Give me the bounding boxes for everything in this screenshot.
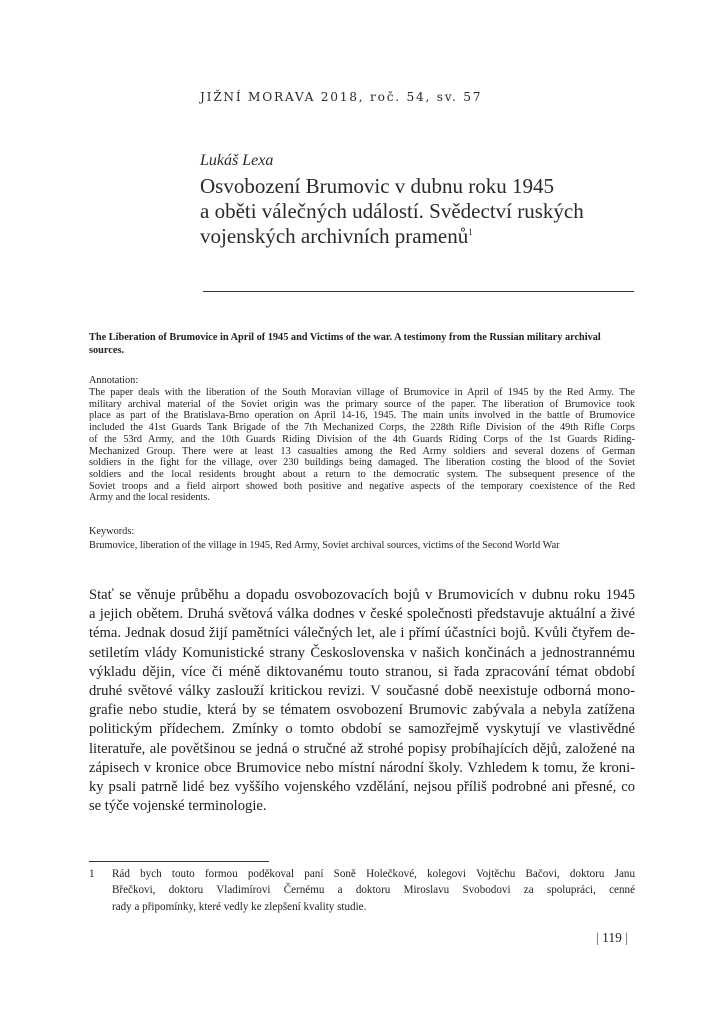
annotation-text: [89, 387, 635, 504]
annotation-label: Annotation:: [89, 375, 139, 386]
footnote: [89, 866, 635, 915]
page-number: [596, 930, 628, 946]
footnote-divider: [89, 861, 269, 862]
body-line: literatuře, ale povětšinou se jedná o stručné až strohé popisy probíhajících dějů, založené na: [89, 740, 635, 757]
body-line: se týče vojenské terminologie.: [89, 798, 267, 815]
body-line: zápisech v kronice obce Brumovice nebo místní národní školy. Vzhledem k tomu, že kroni-: [89, 759, 635, 776]
english-title: The Liberation of Brumovice in April of 1945 and Victims of the war. A testimony from the Russian military archival sources.: [89, 332, 601, 356]
annotation-line: place as part of the Bratislava-Brno operation on April 14-16, 1945. The main units involved in the battle of Brumovice: [89, 410, 635, 422]
body-line: téma. Jednak dosud žijí pamětníci válečných let, ale i přímí účastníci bojů. Kvůli čtyřem de-: [89, 625, 635, 642]
footnote-line: Břečkovi, doktoru Vladimírovi Černému a doktoru Miroslavu Svobodovi za spolupráci, cenné: [112, 884, 635, 897]
body-line: a jejich obětem. Druhá světová válka dodnes v české společnosti představuje aktuální a živé: [89, 606, 635, 623]
annotation-line: soldiers in the fight for the village, over 230 buildings being damaged. The liberation costing the blood of the Soviet: [89, 457, 635, 469]
body-line: ky psali patrně lidé bez vyššího vojenského vzdělání, nejsou příliš podrobné ani přesné, co: [89, 779, 635, 796]
annotation-line: military archival material of the Soviet origin was the primary source of the paper. The liberation of Brumovice took: [89, 398, 635, 410]
keywords-label: Keywords:: [89, 526, 135, 537]
body-line: grafie nebo studie, která by se tématem osvobození Brumovic zabývala a nebyla zatížena: [89, 702, 635, 719]
annotation-line: of the 53rd Army, and the 10th Guards Riding Division of the 4th Guards Riding Corps of the 1st Guards Riding-: [89, 433, 635, 445]
annotation-line: Army and the local residents.: [89, 492, 210, 504]
author-name: Lukáš Lexa: [200, 152, 274, 169]
footnote-line: Rád bych touto formou poděkoval paní Soně Holečkové, kolegovi Vojtěchu Bačovi, doktoru Janu: [112, 868, 635, 880]
footnote-text: [112, 866, 635, 915]
annotation-line: Soviet troops and a field airport showed both positive and negative aspects of the temporary coexistence of the Red: [89, 480, 635, 492]
page-number-left-bar: |: [596, 930, 599, 945]
title-line: Osvobození Brumovic v dubnu roku 1945: [200, 174, 555, 198]
title-line: [200, 224, 640, 249]
title-line: a oběti válečných událostí. Svědectví ruských: [200, 199, 584, 223]
page-number-right-bar: |: [625, 930, 628, 945]
body-line: druhé světové války zaslouží kritickou revizi. V současné době neexistuje odborná mono-: [89, 683, 635, 700]
title-line-text: vojenských archivních pramenů: [200, 224, 469, 248]
annotation-line: soldiers and the local residents brought about a return to the democratic system. The subsequent presence of the: [89, 468, 635, 480]
journal-header: JIŽNÍ MORAVA 2018, roč. 54, sv. 57: [200, 90, 483, 104]
annotation-line: Mechanized Group. There were at least 13 casualties among the Red Army soldiers and several dozens of German: [89, 445, 635, 457]
keywords-text: Brumovice, liberation of the village in 1945, Red Army, Soviet archival sources, victims of the Second World War: [89, 540, 560, 551]
title-footnote-mark[interactable]: 1: [468, 227, 473, 237]
annotation-line: included the 41st Guards Tank Brigade of the 7th Mechanized Corps, the 228th Rifle Division of the 49th Rifle Corps: [89, 422, 635, 434]
footnote-line: rady a připomínky, které vedly ke zlepšení kvality studie.: [112, 900, 367, 913]
footnote-number: 1: [89, 868, 95, 880]
body-line: výkladu dějin, více či méně diktovanému touto stranou, si řada zpracování témat období: [89, 663, 635, 680]
page-number-value: 119: [602, 930, 622, 945]
body-line: setiletím vlády Komunistické strany Československa v našich končinách a jednostrannému: [89, 644, 635, 661]
article-title: [200, 174, 640, 249]
body-line: Stať se věnuje průběhu a dopadu osvobozovacích bojů v Brumovicích v dubnu roku 1945: [89, 587, 635, 603]
annotation-line: The paper deals with the liberation of the South Moravian village of Brumovice in April of 1945 by the Red Army. The: [89, 387, 635, 398]
body-paragraph: [89, 586, 635, 816]
title-divider: [203, 291, 634, 292]
body-line: politickým přídechem. Zmínky o tomto období se samozřejmě vyskytují ve vlastivědné: [89, 721, 635, 738]
